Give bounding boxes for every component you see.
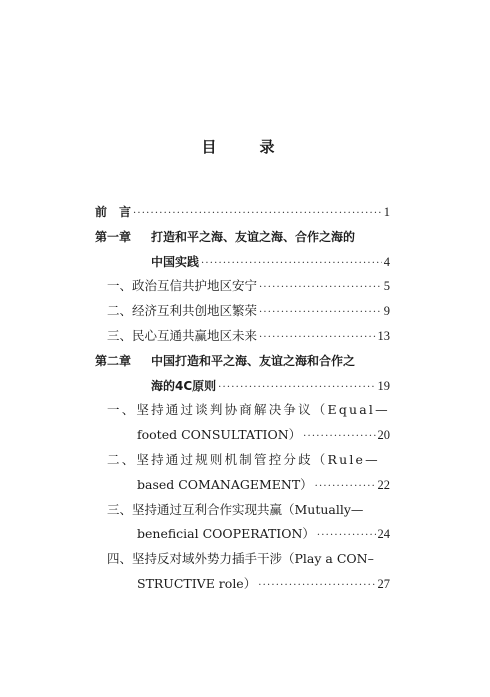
dot-leader	[303, 425, 375, 450]
chapter-title-cont: 中国实践	[151, 254, 200, 269]
toc-section-2-1-line-2[interactable]	[95, 423, 390, 448]
toc-section-2-3-line-2[interactable]	[95, 522, 390, 547]
dot-leader	[259, 301, 382, 326]
section-title-cont: based COMANAGEMENT）	[137, 476, 313, 492]
toc-section-1-1[interactable]	[95, 274, 390, 299]
chapter-title: 中国打造和平之海、友谊之海和合作之	[151, 353, 356, 368]
dot-leader	[201, 252, 382, 277]
section-title: 四、坚持反对域外势力插手干涉（Play a CON–	[107, 551, 374, 567]
chapter-title-cont: 海的4C原则	[151, 378, 217, 393]
toc-page-number: 1	[383, 205, 390, 219]
toc-section-1-2[interactable]	[95, 299, 390, 324]
toc-section-2-2-line-1[interactable]	[95, 448, 390, 473]
section-title: 三、坚持通过互利合作实现共赢（Mutually—	[107, 501, 364, 517]
toc-entry-label: 前 言	[95, 205, 132, 219]
toc-page-number: 19	[377, 378, 390, 393]
toc-chapter-2-line-2[interactable]	[95, 374, 390, 399]
toc-page-number: 27	[377, 576, 390, 591]
toc-entry-preface[interactable]	[95, 200, 390, 225]
chapter-prefix: 第二章	[95, 353, 132, 368]
toc-page-number: 4	[383, 254, 390, 269]
section-title-cont: STRUCTIVE role）	[137, 575, 257, 591]
section-title: 三、民心互通共赢地区未来	[107, 327, 258, 343]
dot-leader	[218, 376, 375, 401]
dot-leader	[259, 326, 375, 351]
toc-page-number: 20	[377, 428, 390, 443]
toc-chapter-1-line-1[interactable]	[95, 225, 390, 250]
toc-page-number: 5	[383, 279, 390, 294]
dot-leader	[133, 202, 382, 227]
dot-leader	[258, 574, 375, 599]
toc-section-2-2-line-2[interactable]	[95, 473, 390, 498]
toc-chapter-1-line-2[interactable]	[95, 250, 390, 275]
section-title: 二、坚持通过规则机制管控分歧（Rule—	[107, 451, 380, 467]
toc-section-2-4-line-1[interactable]	[95, 547, 390, 572]
toc-chapter-2-line-1[interactable]	[95, 349, 390, 374]
chapter-prefix: 第一章	[95, 229, 132, 244]
chapter-title: 打造和平之海、友谊之海、合作之海的	[151, 229, 356, 244]
table-of-contents	[95, 200, 390, 597]
section-title: 一、政治互信共护地区安宁	[107, 278, 258, 294]
toc-page-number: 24	[377, 527, 390, 542]
page-title: 目 录	[201, 138, 289, 156]
section-title: 一、坚持通过谈判协商解决争议（Equal—	[107, 402, 390, 418]
toc-section-2-4-line-2[interactable]	[95, 572, 390, 597]
section-title-cont: beneficial COOPERATION）	[137, 526, 315, 542]
dot-leader	[315, 475, 376, 500]
dot-leader	[317, 524, 376, 549]
toc-page-number: 13	[377, 328, 390, 343]
toc-page-number: 22	[377, 477, 390, 492]
section-title-cont: footed CONSULTATION）	[137, 427, 302, 443]
toc-page-number: 9	[383, 304, 390, 319]
toc-section-1-3[interactable]	[95, 324, 390, 349]
toc-section-2-1-line-1[interactable]	[95, 398, 390, 423]
section-title: 二、经济互利共创地区繁荣	[107, 303, 258, 319]
dot-leader	[259, 276, 382, 301]
toc-section-2-3-line-1[interactable]	[95, 498, 390, 523]
